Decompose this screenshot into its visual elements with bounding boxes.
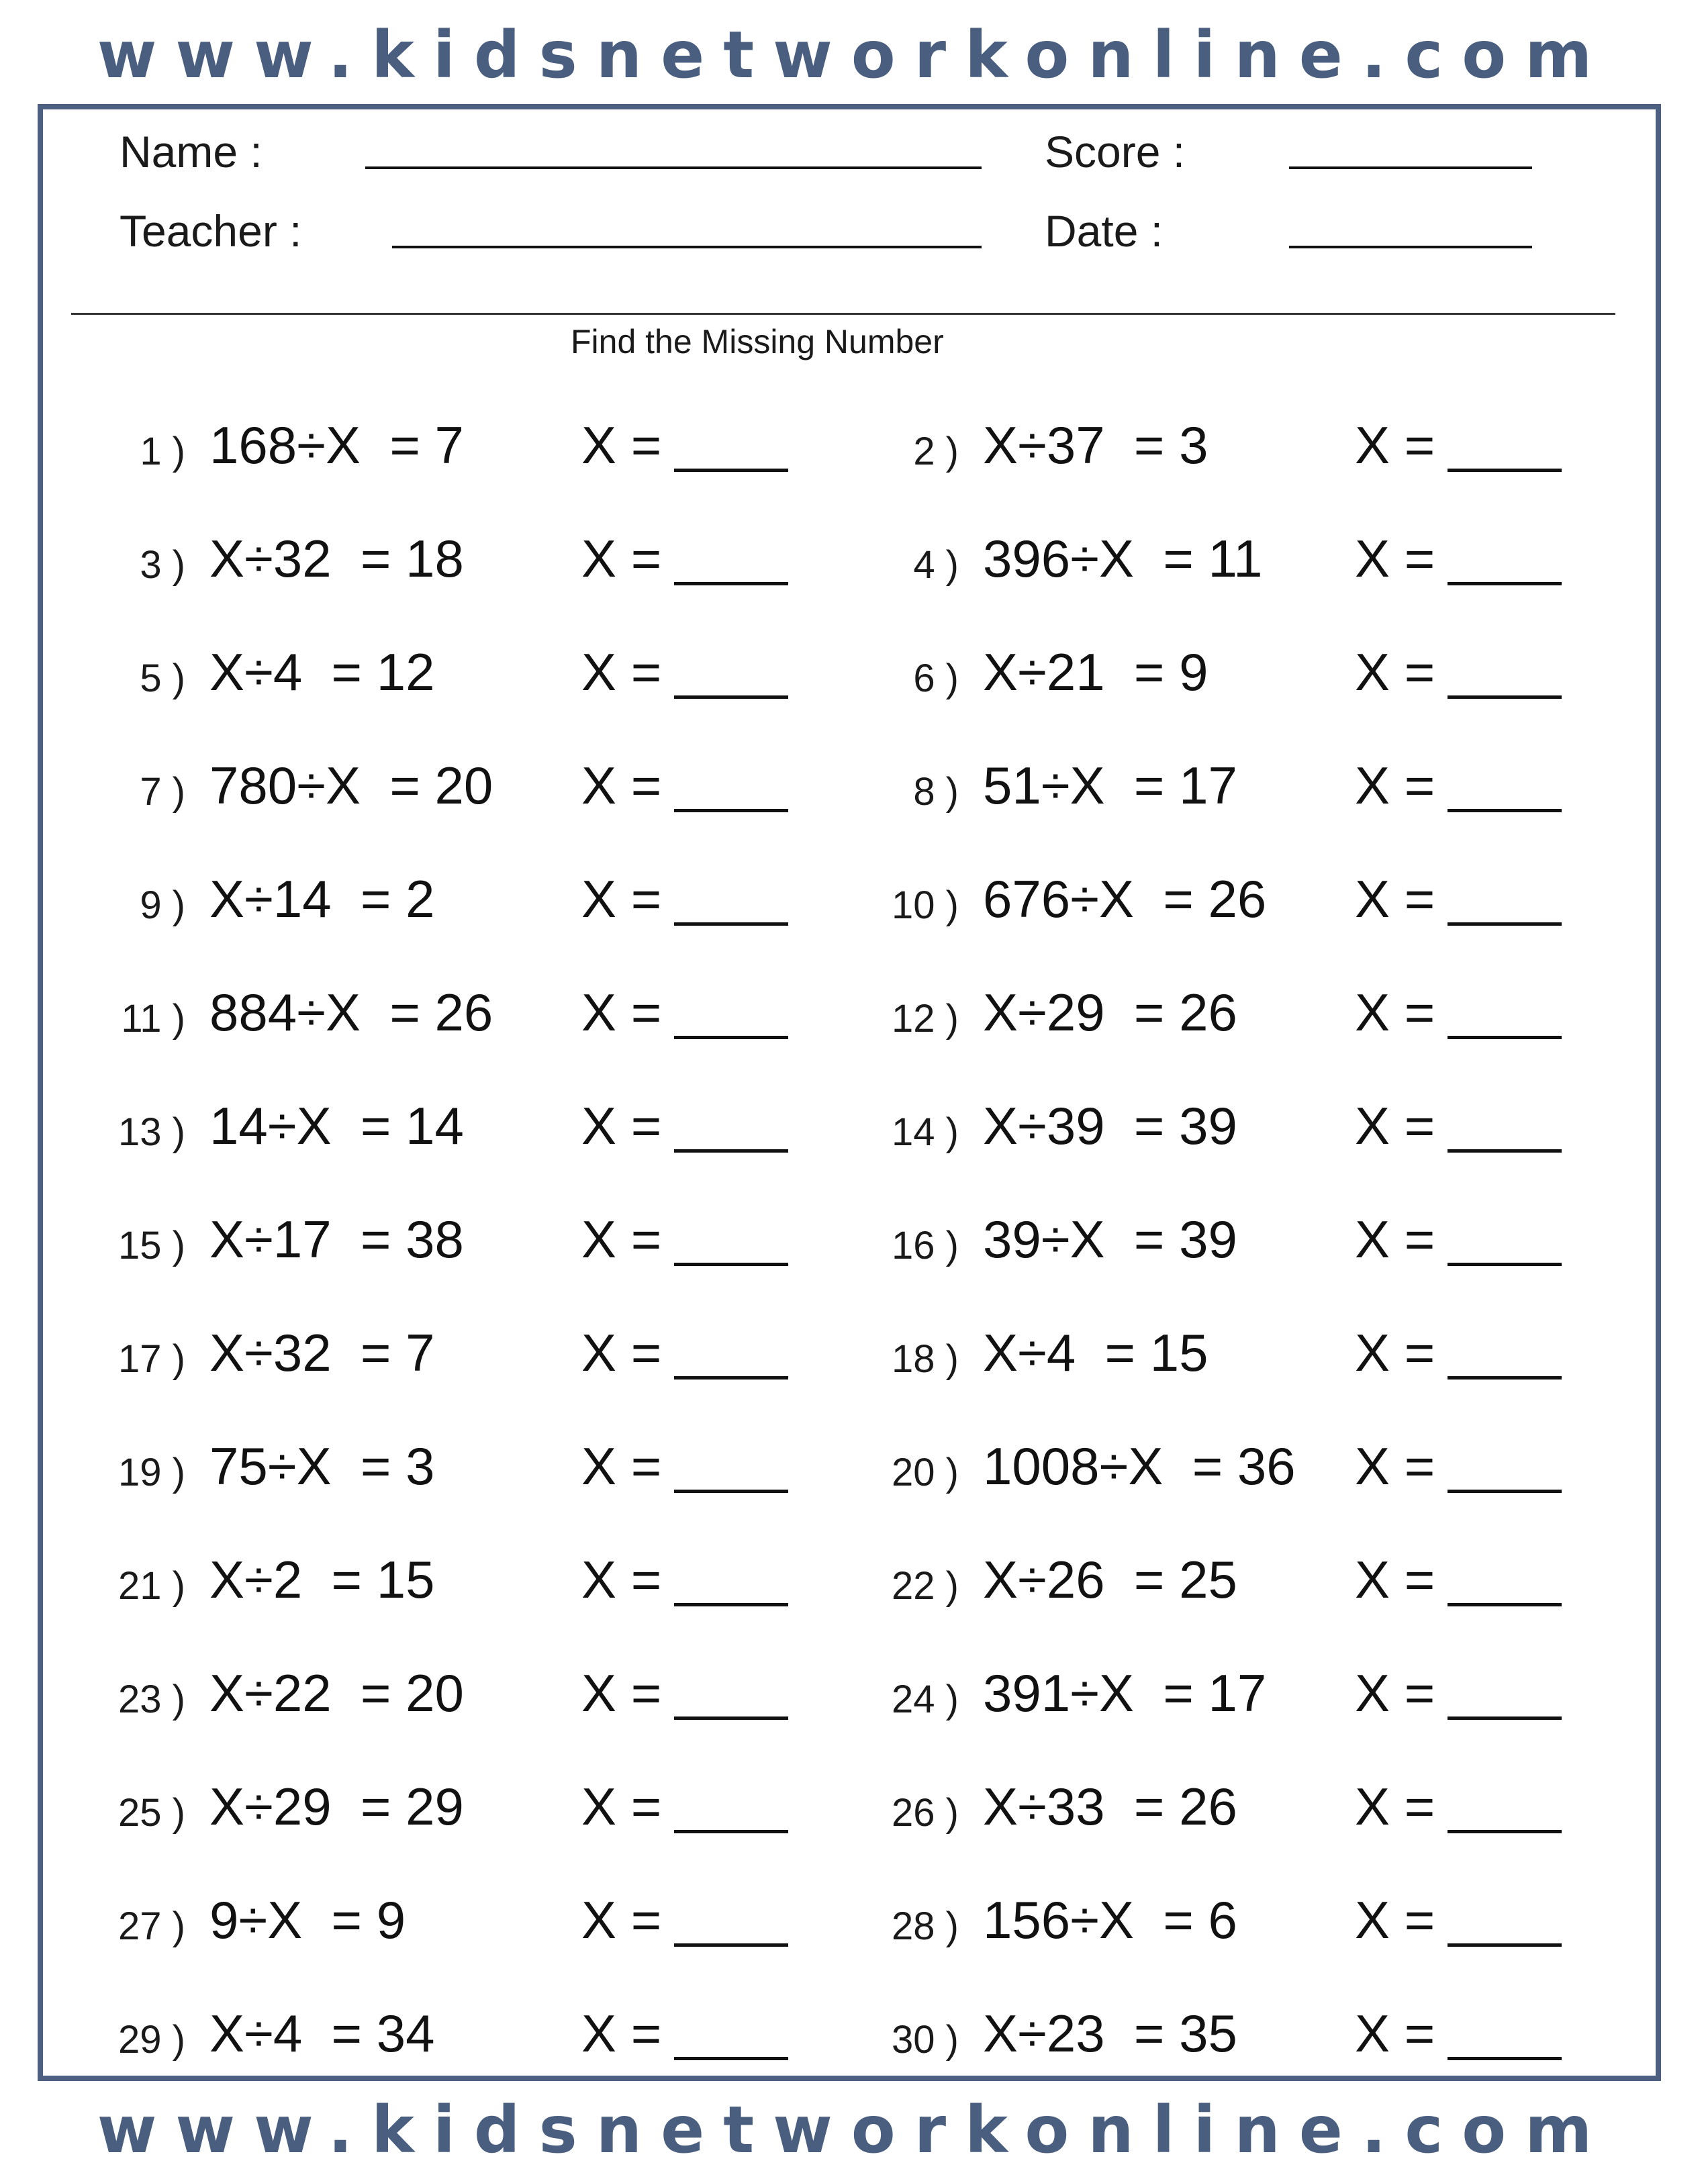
- answer-blank[interactable]: [674, 695, 788, 699]
- problem-equation: X÷29 = 29: [209, 1777, 464, 1836]
- problem-equation: X÷4 = 15: [983, 1323, 1208, 1382]
- answer-blank[interactable]: [1448, 1376, 1562, 1380]
- problem-item: [773, 736, 1546, 815]
- answer-prefix: X =: [581, 1777, 662, 1836]
- answer-blank[interactable]: [674, 469, 788, 472]
- problem-item: [773, 1531, 1546, 1609]
- problem-item: [773, 1757, 1546, 1836]
- answer-prefix: X =: [581, 1437, 662, 1496]
- score-label: Score :: [1045, 127, 1186, 177]
- answer-prefix: X =: [1355, 1096, 1435, 1155]
- site-url-bottom: www.kidsnetworkonline.com: [97, 2092, 1611, 2168]
- answer-blank[interactable]: [1448, 1603, 1562, 1606]
- problem-equation: X÷32 = 18: [209, 529, 464, 588]
- answer-blank[interactable]: [674, 1036, 788, 1039]
- problem-number: 12 ): [892, 997, 959, 1041]
- answer-prefix: X =: [581, 1663, 662, 1723]
- problem-equation: X÷21 = 9: [983, 642, 1208, 702]
- problem-number: 20 ): [892, 1451, 959, 1494]
- problem-equation: 676÷X = 26: [983, 869, 1267, 928]
- answer-prefix: X =: [1355, 416, 1435, 475]
- problem-equation: 396÷X = 11: [983, 529, 1263, 588]
- problem-equation: 75÷X = 3: [209, 1437, 435, 1496]
- problem-item: [0, 736, 772, 815]
- answer-blank[interactable]: [1448, 1490, 1562, 1493]
- answer-prefix: X =: [581, 983, 662, 1042]
- problem-number: 26 ): [892, 1791, 959, 1835]
- problem-equation: X÷33 = 26: [983, 1777, 1237, 1836]
- problem-equation: X÷17 = 38: [209, 1210, 464, 1269]
- problem-equation: 884÷X = 26: [209, 983, 493, 1042]
- problem-equation: 156÷X = 6: [983, 1890, 1237, 1949]
- site-url-top: www.kidsnetworkonline.com: [97, 17, 1611, 93]
- problem-item: [0, 1304, 772, 1382]
- problem-item: [773, 1644, 1546, 1723]
- problem-number: 7 ): [140, 770, 185, 814]
- answer-prefix: X =: [581, 2004, 662, 2063]
- answer-prefix: X =: [581, 529, 662, 588]
- teacher-label: Teacher :: [120, 206, 302, 256]
- problem-number: 21 ): [118, 1564, 185, 1608]
- problem-equation: 1008÷X = 36: [983, 1437, 1296, 1496]
- problem-item: [0, 963, 772, 1042]
- problem-number: 5 ): [140, 657, 185, 700]
- answer-prefix: X =: [1355, 1663, 1435, 1723]
- answer-prefix: X =: [1355, 869, 1435, 928]
- problem-equation: X÷22 = 20: [209, 1663, 464, 1723]
- problem-equation: X÷4 = 12: [209, 642, 435, 702]
- problem-number: 23 ): [118, 1678, 185, 1721]
- problem-number: 9 ): [140, 883, 185, 927]
- problem-item: [0, 850, 772, 928]
- problem-item: [773, 623, 1546, 702]
- problem-number: 28 ): [892, 1904, 959, 1948]
- problem-equation: X÷29 = 26: [983, 983, 1237, 1042]
- problem-item: [773, 1417, 1546, 1496]
- answer-prefix: X =: [1355, 1550, 1435, 1609]
- answer-blank[interactable]: [674, 1716, 788, 1720]
- problem-number: 24 ): [892, 1678, 959, 1721]
- answer-blank[interactable]: [1448, 469, 1562, 472]
- problem-equation: 9÷X = 9: [209, 1890, 406, 1949]
- date-line: [1289, 246, 1532, 248]
- problem-item: [0, 1190, 772, 1269]
- problem-item: [0, 1644, 772, 1723]
- answer-prefix: X =: [581, 416, 662, 475]
- problem-number: 25 ): [118, 1791, 185, 1835]
- problem-item: [0, 1417, 772, 1496]
- answer-blank[interactable]: [1448, 2057, 1562, 2060]
- problem-equation: X÷4 = 34: [209, 2004, 435, 2063]
- answer-prefix: X =: [581, 1210, 662, 1269]
- answer-blank[interactable]: [674, 922, 788, 926]
- answer-blank[interactable]: [674, 2057, 788, 2060]
- answer-blank[interactable]: [674, 1943, 788, 1947]
- problem-number: 3 ): [140, 543, 185, 587]
- problem-equation: X÷39 = 39: [983, 1096, 1237, 1155]
- problem-number: 27 ): [118, 1904, 185, 1948]
- answer-prefix: X =: [581, 1323, 662, 1382]
- problem-item: [773, 510, 1546, 588]
- answer-prefix: X =: [581, 1550, 662, 1609]
- problem-equation: X÷23 = 35: [983, 2004, 1237, 2063]
- answer-blank[interactable]: [1448, 1943, 1562, 1947]
- problem-equation: 39÷X = 39: [983, 1210, 1237, 1269]
- problem-item: [0, 1984, 772, 2063]
- problem-item: [773, 396, 1546, 475]
- problem-equation: X÷37 = 3: [983, 416, 1208, 475]
- answer-blank[interactable]: [674, 1263, 788, 1266]
- answer-prefix: X =: [1355, 1210, 1435, 1269]
- answer-prefix: X =: [581, 756, 662, 815]
- problem-number: 18 ): [892, 1337, 959, 1381]
- problem-equation: 168÷X = 7: [209, 416, 464, 475]
- problem-number: 2 ): [913, 430, 959, 473]
- problem-equation: 391÷X = 17: [983, 1663, 1267, 1723]
- problem-equation: 51÷X = 17: [983, 756, 1237, 815]
- answer-prefix: X =: [1355, 1437, 1435, 1496]
- problem-equation: X÷14 = 2: [209, 869, 435, 928]
- name-label: Name :: [120, 127, 263, 177]
- teacher-line: [392, 246, 982, 248]
- date-label: Date :: [1045, 206, 1164, 256]
- problem-equation: 14÷X = 14: [209, 1096, 464, 1155]
- problem-number: 16 ): [892, 1224, 959, 1267]
- worksheet-title: Find the Missing Number: [571, 323, 944, 360]
- answer-prefix: X =: [1355, 756, 1435, 815]
- problem-item: [773, 1190, 1546, 1269]
- problem-item: [0, 1757, 772, 1836]
- problem-item: [773, 1304, 1546, 1382]
- answer-prefix: X =: [1355, 529, 1435, 588]
- answer-blank[interactable]: [1448, 1036, 1562, 1039]
- header-divider: [71, 313, 1615, 315]
- answer-blank[interactable]: [674, 1603, 788, 1606]
- problem-number: 22 ): [892, 1564, 959, 1608]
- answer-prefix: X =: [581, 642, 662, 702]
- name-line: [365, 166, 982, 169]
- problem-item: [0, 1077, 772, 1155]
- problem-equation: X÷32 = 7: [209, 1323, 435, 1382]
- problem-number: 29 ): [118, 2018, 185, 2062]
- answer-blank[interactable]: [674, 1490, 788, 1493]
- answer-blank[interactable]: [1448, 695, 1562, 699]
- problem-item: [773, 963, 1546, 1042]
- answer-prefix: X =: [1355, 642, 1435, 702]
- problem-number: 1 ): [140, 430, 185, 473]
- answer-blank[interactable]: [674, 809, 788, 812]
- answer-prefix: X =: [1355, 1890, 1435, 1949]
- answer-blank[interactable]: [1448, 582, 1562, 585]
- problem-equation: X÷2 = 15: [209, 1550, 435, 1609]
- answer-blank[interactable]: [1448, 809, 1562, 812]
- answer-prefix: X =: [1355, 1323, 1435, 1382]
- problem-number: 13 ): [118, 1110, 185, 1154]
- answer-prefix: X =: [581, 869, 662, 928]
- problem-number: 14 ): [892, 1110, 959, 1154]
- problem-item: [0, 396, 772, 475]
- answer-prefix: X =: [581, 1096, 662, 1155]
- problem-number: 30 ): [892, 2018, 959, 2062]
- answer-blank[interactable]: [674, 582, 788, 585]
- problem-number: 10 ): [892, 883, 959, 927]
- problem-number: 11 ): [121, 997, 185, 1041]
- problem-item: [773, 1871, 1546, 1949]
- problem-item: [773, 1984, 1546, 2063]
- answer-blank[interactable]: [1448, 1716, 1562, 1720]
- answer-blank[interactable]: [1448, 1830, 1562, 1833]
- problem-equation: X÷26 = 25: [983, 1550, 1237, 1609]
- problem-item: [773, 1077, 1546, 1155]
- problem-number: 8 ): [913, 770, 959, 814]
- answer-prefix: X =: [1355, 983, 1435, 1042]
- problem-item: [0, 510, 772, 588]
- answer-blank[interactable]: [1448, 1263, 1562, 1266]
- problem-number: 15 ): [118, 1224, 185, 1267]
- problem-number: 17 ): [118, 1337, 185, 1381]
- answer-prefix: X =: [1355, 2004, 1435, 2063]
- answer-blank[interactable]: [674, 1830, 788, 1833]
- answer-prefix: X =: [581, 1890, 662, 1949]
- problem-item: [0, 1531, 772, 1609]
- answer-blank[interactable]: [674, 1149, 788, 1153]
- answer-blank[interactable]: [1448, 922, 1562, 926]
- problem-item: [0, 1871, 772, 1949]
- problem-number: 19 ): [118, 1451, 185, 1494]
- problem-equation: 780÷X = 20: [209, 756, 493, 815]
- problem-item: [0, 623, 772, 702]
- problem-number: 6 ): [913, 657, 959, 700]
- answer-prefix: X =: [1355, 1777, 1435, 1836]
- answer-blank[interactable]: [1448, 1149, 1562, 1153]
- answer-blank[interactable]: [674, 1376, 788, 1380]
- score-line: [1289, 166, 1532, 169]
- problem-number: 4 ): [913, 543, 959, 587]
- problem-item: [773, 850, 1546, 928]
